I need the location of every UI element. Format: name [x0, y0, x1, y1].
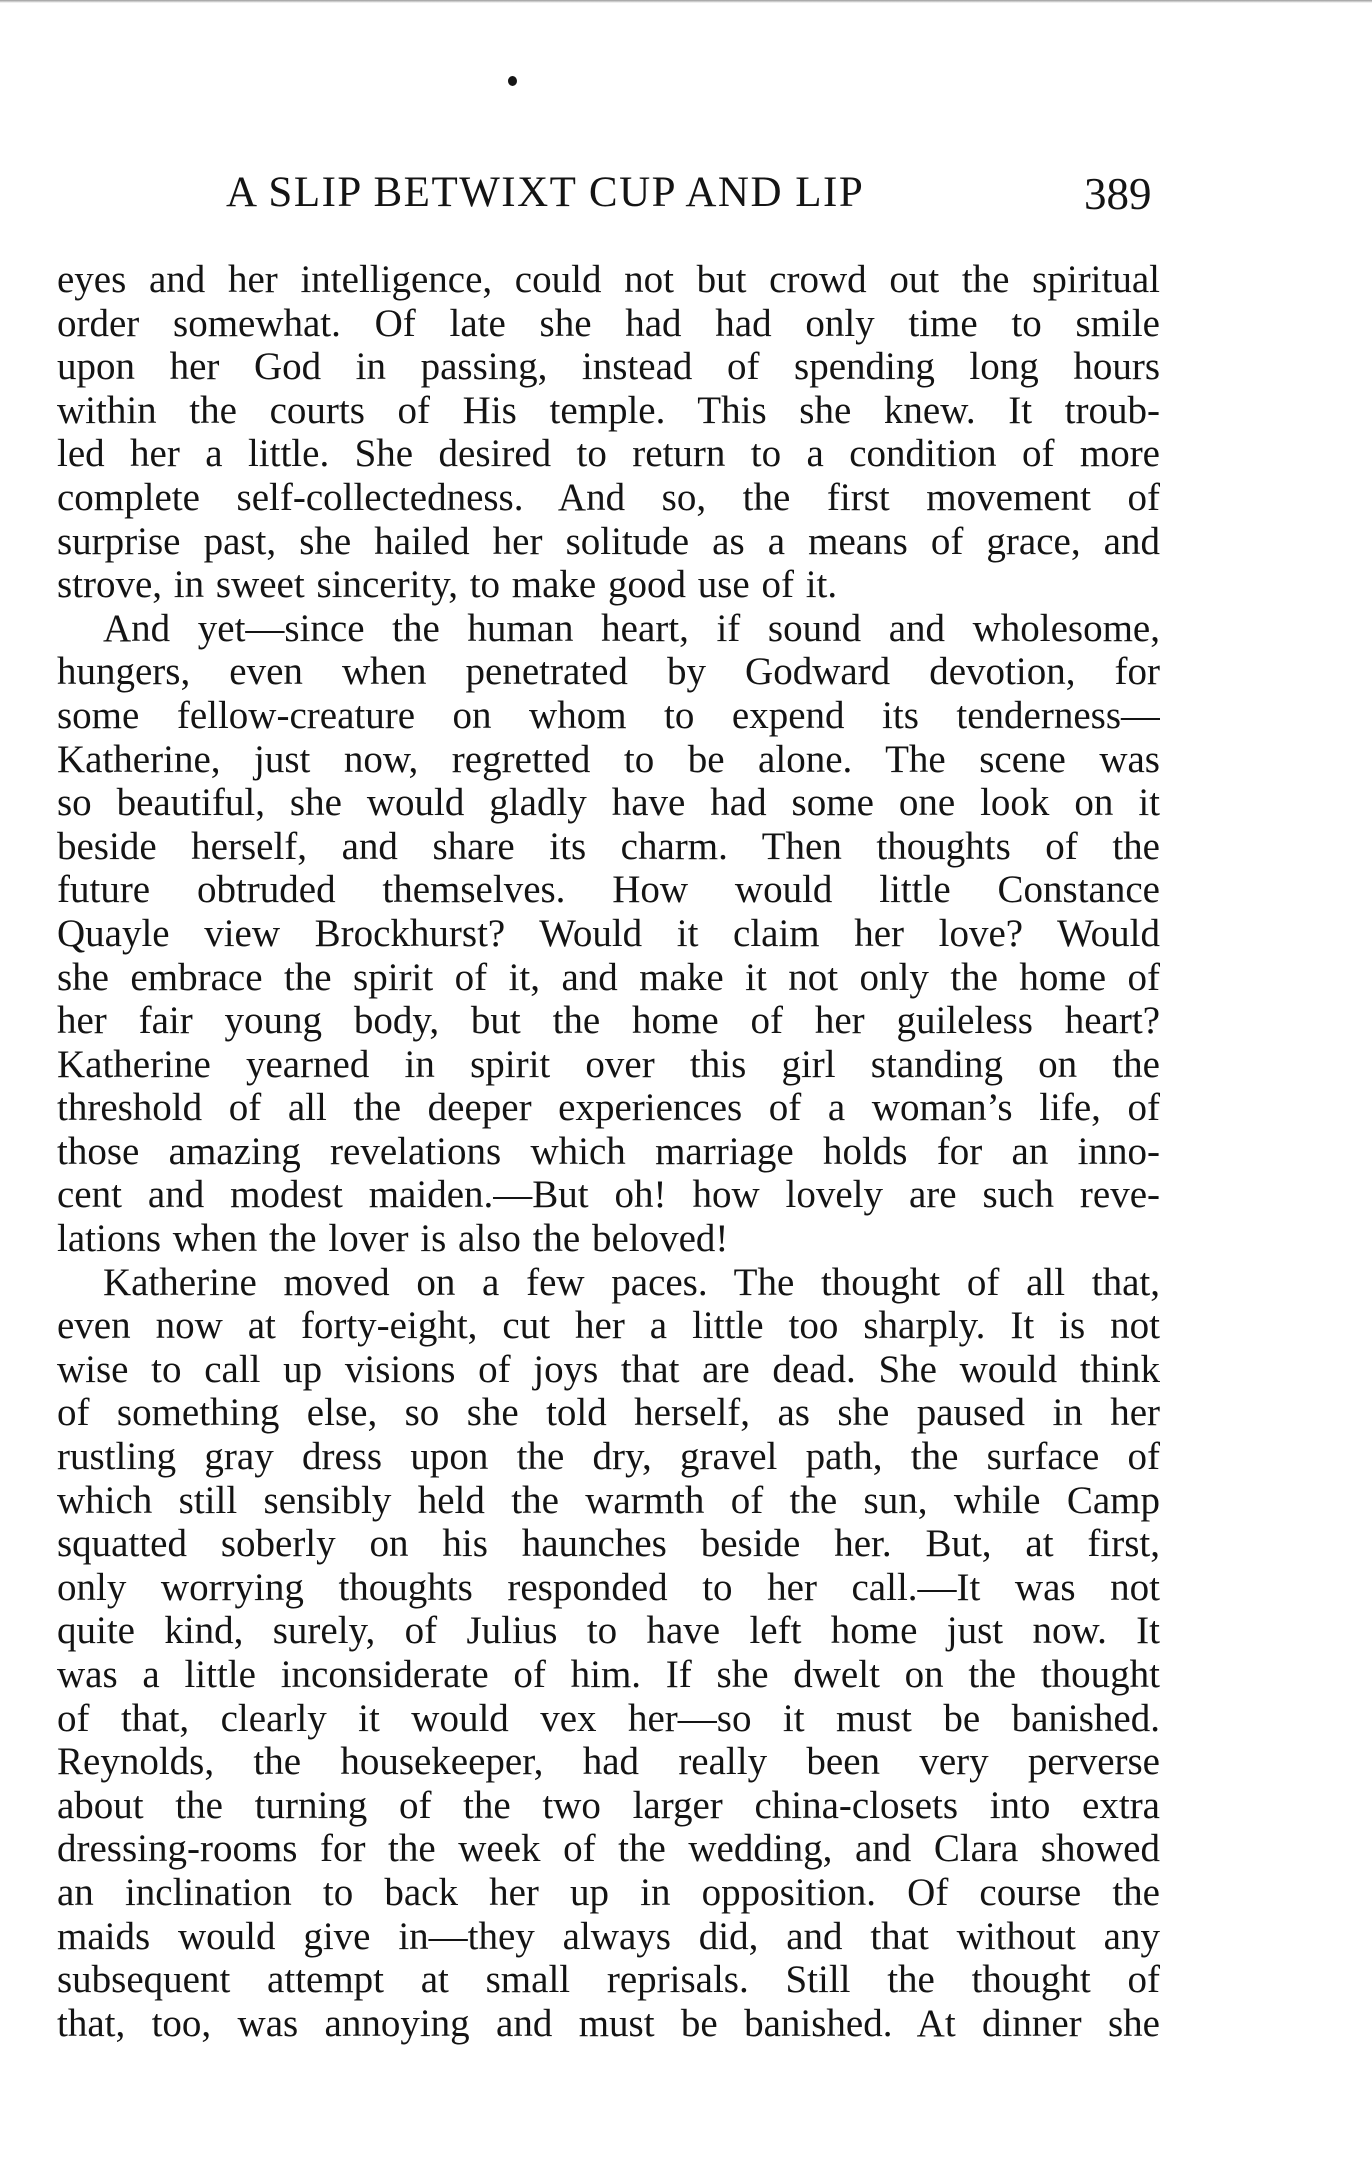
text-line: upon her God in passing, instead of spending long hours [57, 345, 1160, 389]
running-head [57, 168, 1157, 228]
text-line: wise to call up visions of joys that are dead. She would think [57, 1347, 1160, 1391]
running-title: A SLIP BETWIXT CUP AND LIP [226, 169, 865, 216]
text-line: maids would give in—they always did, and that without any [57, 1914, 1160, 1958]
text-line: surprise past, she hailed her solitude as a means of grace, and [57, 519, 1160, 563]
text-line: dressing-rooms for the week of the wedding, and Clara showed [57, 1827, 1160, 1871]
text-line: Katherine yearned in spirit over this girl standing on the [57, 1042, 1160, 1086]
ink-speck [508, 76, 517, 86]
text-line: lations when the lover is also the beloved! [57, 1217, 729, 1261]
text-line: future obtruded themselves. How would little Constance [57, 868, 1160, 912]
text-line: rustling gray dress upon the dry, gravel path, the surface of [57, 1435, 1160, 1479]
text-line: which still sensibly held the warmth of the sun, while Camp [57, 1478, 1160, 1522]
text-line: she embrace the spirit of it, and make it not only the home of [57, 955, 1160, 999]
page-number: 389 [1084, 169, 1152, 219]
text-line: squatted soberly on his haunches beside her. But, at first, [57, 1522, 1160, 1566]
text-line: within the courts of His temple. This she knew. It troub- [57, 388, 1160, 432]
text-line: hungers, even when penetrated by Godward devotion, for [57, 650, 1160, 694]
text-line: order somewhat. Of late she had had only time to smile [57, 301, 1160, 345]
text-line: And yet—since the human heart, if sound and wholesome, [103, 606, 1160, 650]
text-line: Quayle view Brockhurst? Would it claim her love? Would [57, 911, 1160, 955]
text-line: her fair young body, but the home of her guileless heart? [57, 999, 1160, 1043]
text-line: eyes and her intelligence, could not but crowd out the spiritual [57, 258, 1160, 301]
body-text [57, 258, 1160, 2045]
scan-edge [0, 0, 1372, 3]
text-line: led her a little. She desired to return to a condition of more [57, 432, 1160, 476]
text-line: of that, clearly it would vex her—so it must be banished. [57, 1696, 1160, 1740]
text-line: about the turning of the two larger china-closets into extra [57, 1783, 1160, 1827]
text-line: so beautiful, she would gladly have had some one look on it [57, 781, 1160, 825]
text-line: even now at forty-eight, cut her a little too sharply. It is not [57, 1304, 1160, 1348]
text-line: Katherine, just now, regretted to be alone. The scene was [57, 737, 1160, 781]
text-line: was a little inconsiderate of him. If she dwelt on the thought [57, 1653, 1160, 1696]
text-line: those amazing revelations which marriage holds for an inno- [57, 1129, 1160, 1173]
text-line: that, too, was annoying and must be banished. At dinner she [57, 2001, 1160, 2045]
text-line: cent and modest maiden.—But oh! how lovely are such reve- [57, 1173, 1160, 1217]
text-line: beside herself, and share its charm. Then thoughts of the [57, 824, 1160, 868]
text-line: threshold of all the deeper experiences of a woman’s life, of [57, 1086, 1160, 1130]
text-line: Reynolds, the housekeeper, had really been very perverse [57, 1740, 1160, 1784]
text-line: Katherine moved on a few paces. The thought of all that, [103, 1260, 1160, 1304]
text-line: quite kind, surely, of Julius to have left home just now. It [57, 1609, 1160, 1653]
text-line: only worrying thoughts responded to her call.—It was not [57, 1565, 1160, 1609]
text-line: of something else, so she told herself, as she paused in her [57, 1391, 1160, 1435]
text-line: some fellow-creature on whom to expend its tenderness— [57, 693, 1160, 737]
text-line: strove, in sweet sincerity, to make good use of it. [57, 563, 838, 607]
text-line: subsequent attempt at small reprisals. Still the thought of [57, 1958, 1160, 2002]
text-line: an inclination to back her up in opposition. Of course the [57, 1870, 1160, 1914]
text-line: complete self-collectedness. And so, the first movement of [57, 475, 1160, 519]
